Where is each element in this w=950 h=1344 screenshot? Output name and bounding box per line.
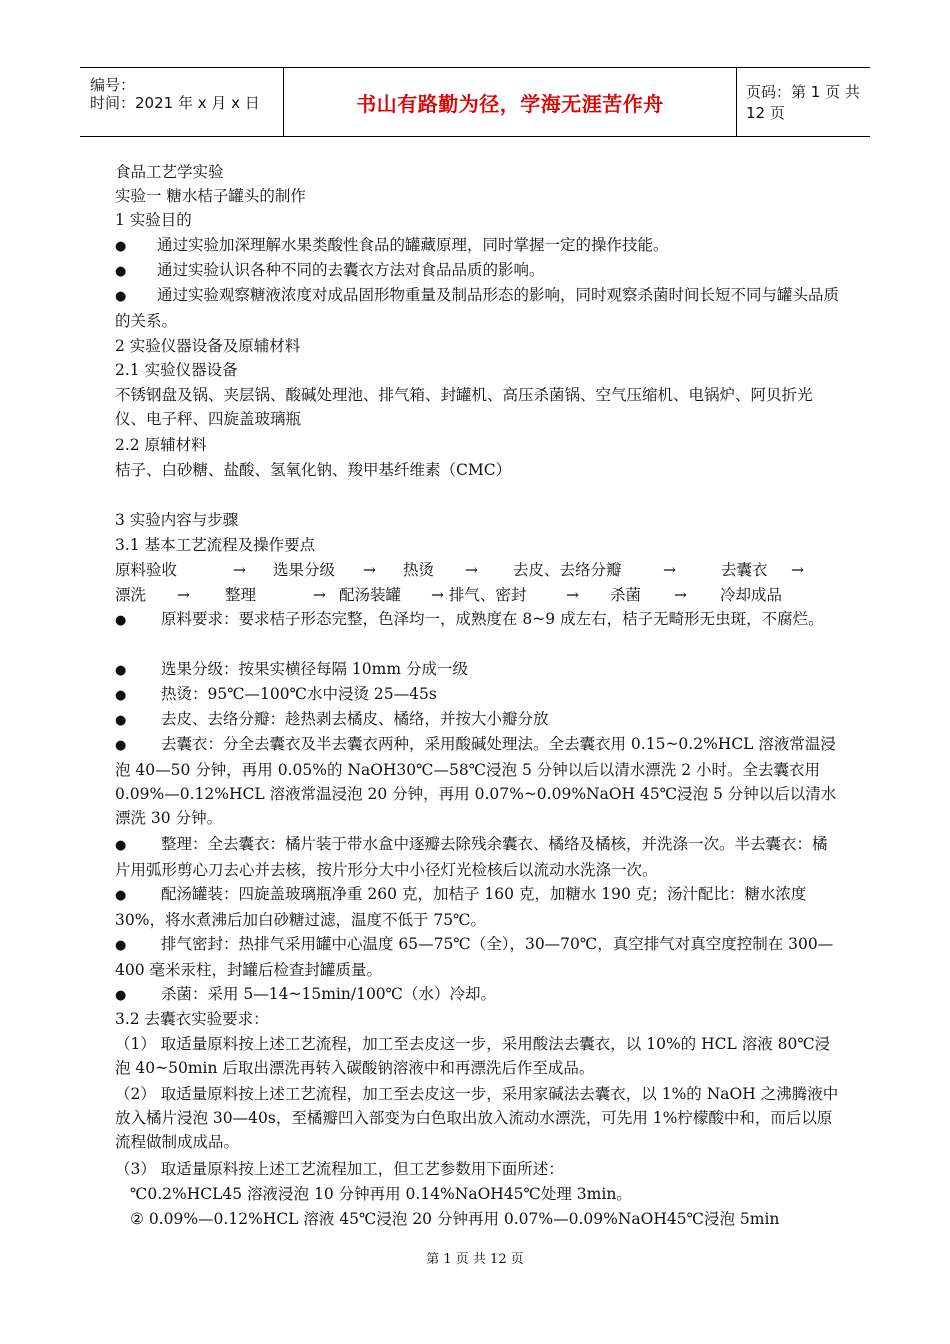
- requirement-3: （3） 取适量原料按上述工艺流程加工，但工艺参数用下面所述：: [115, 1160, 564, 1178]
- process-point: ● 去囊衣：分全去囊衣及半去囊衣两种，采用酸碱处理法。全去囊衣用 0.15~0.2%HCL 溶液常温浸泡 40—50 分钟，再用 0.05%的 NaOH30℃—58℃浸泡 5 分钟以后以清水漂洗 2 小时。全去囊衣用 0.09%—0.12%HCL 溶液常温浸泡 20 分钟，再用 0.07%~0.09%NaOH 45℃浸泡 5 分钟以后以清水漂洗 30 分钟。: [115, 735, 837, 827]
- number-label: 编号：: [90, 76, 136, 94]
- flow-step: 去皮、去络分瓣: [513, 561, 622, 579]
- date-label: 时间：2021 年 x 月 x 日: [90, 94, 260, 112]
- section-3-1-heading: 3.1 基本工艺流程及操作要点: [115, 536, 316, 554]
- flow-step: → 排气、密封: [431, 586, 527, 604]
- aim-item: ● 通过实验加深理解水果类酸性食品的罐藏原理，同时掌握一定的操作技能。: [115, 236, 669, 254]
- document-header: [80, 67, 870, 137]
- option-2: ② 0.09%—0.12%HCL 溶液 45℃浸泡 20 分钟再用 0.07%—0.09%NaOH45℃浸泡 5min: [130, 1210, 780, 1228]
- flow-arrow: →: [363, 561, 376, 579]
- section-2-heading: 2 实验仪器设备及原辅材料: [115, 337, 301, 355]
- aim-item: ● 通过实验观察糖液浓度对成品固形物重量及制品形态的影响，同时观察杀菌时间长短不同与罐头品质的关系。: [115, 286, 840, 330]
- option-1: ℃0.2%HCL45 溶液浸泡 10 分钟再用 0.14%NaOH45℃处理 3min。: [130, 1185, 632, 1203]
- aim-item: ● 通过实验认识各种不同的去囊衣方法对食品品质的影响。: [115, 261, 545, 279]
- section-2-1-heading: 2.1 实验仪器设备: [115, 361, 238, 379]
- flow-arrow: →: [791, 561, 804, 579]
- process-flow-line-2: [115, 583, 845, 607]
- process-point: ● 排气密封：热排气采用罐中心温度 65—75℃（全），30—70℃，真空排气对真空度控制在 300—400 毫米汞柱，封罐后检查封罐质量。: [115, 935, 834, 979]
- motto-text: 书山有路勤为径，学海无涯苦作舟: [356, 91, 664, 116]
- section-3-heading: 3 实验内容与步骤: [115, 511, 239, 529]
- flow-arrow: →: [465, 561, 478, 579]
- page-info: 页码：第 1 页 共 12 页: [746, 83, 860, 122]
- header-page-cell: [736, 68, 870, 136]
- flow-step: 杀菌: [610, 586, 642, 604]
- page-footer: 第 1 页 共 12 页: [426, 1252, 524, 1267]
- experiment-title: 实验一 糖水桔子罐头的制作: [115, 187, 306, 205]
- flow-step: 漂洗: [115, 586, 147, 604]
- flow-arrow: →: [233, 561, 246, 579]
- doc-title: 食品工艺学实验: [115, 163, 224, 181]
- requirement-1: （1） 取适量原料按上述工艺流程，加工至去皮这一步，采用酸法去囊衣，以 10%的 HCL 溶液 80℃浸泡 40~50min 后取出漂洗再转入碳酸钠溶液中和再漂洗后作至成品。: [115, 1035, 831, 1077]
- process-point: ● 去皮、去络分瓣：趁热剥去橘皮、橘络，并按大小瓣分放: [115, 710, 549, 728]
- materials-list: 桔子、白砂糖、盐酸、氢氧化钠、羧甲基纤维素（CMC）: [115, 461, 512, 479]
- flow-step: 整理: [225, 586, 257, 604]
- process-point: ● 配汤罐装：四旋盖玻璃瓶净重 260 克，加桔子 160 克，加糖水 190 克；汤汁配比：糖水浓度 30%，将水煮沸后加白砂糖过滤，温度不低于 75℃。: [115, 885, 807, 929]
- section-1-heading: 1 实验目的: [115, 211, 192, 229]
- process-point: ● 整理：全去囊衣：橘片装于带水盒中逐瓣去除残余囊衣、橘络及橘核，并洗涤一次。半去囊衣：橘片用弧形剪心刀去心并去核，按片形分大中小径灯光检核后以流动水洗涤一次。: [115, 835, 828, 879]
- process-point: ● 杀菌：采用 5—14~15min/100℃（水）冷却。: [115, 985, 497, 1003]
- flow-step: 选果分级: [273, 561, 336, 579]
- flow-step: 原料验收: [115, 561, 178, 579]
- flow-step: 去囊衣: [721, 561, 768, 579]
- flow-arrow: →: [313, 586, 326, 604]
- process-point: ● 原料要求：要求桔子形态完整，色泽均一，成熟度在 8~9 成左右，桔子无畸形无虫斑，不腐烂。: [115, 610, 824, 628]
- flow-step: 配汤装罐: [339, 586, 402, 604]
- flow-arrow: →: [177, 586, 190, 604]
- flow-arrow: →: [674, 586, 687, 604]
- flow-arrow: →: [663, 561, 676, 579]
- section-3-2-heading: 3.2 去囊衣实验要求：: [115, 1010, 269, 1028]
- flow-step: 冷却成品: [720, 586, 783, 604]
- section-2-2-heading: 2.2 原辅材料: [115, 436, 207, 454]
- process-flow-line-1: [115, 558, 845, 582]
- header-motto-cell: [283, 68, 737, 136]
- process-point: ● 热烫：95℃—100℃水中浸烫 25—45s: [115, 685, 437, 703]
- process-point: ● 选果分级：按果实横径每隔 10mm 分成一级: [115, 660, 468, 678]
- flow-step: 热烫: [403, 561, 435, 579]
- equipment-list: 不锈钢盘及锅、夹层锅、酸碱处理池、排气箱、封罐机、高压杀菌锅、空气压缩机、电锅炉、阿贝折光仪、电子秤、四旋盖玻璃瓶: [115, 386, 813, 428]
- requirement-2: （2） 取适量原料按上述工艺流程，加工至去皮这一步，采用家碱法去囊衣，以 1%的 NaOH 之沸腾液中放入橘片浸泡 30—40s，至橘瓣凹入部变为白色取出放入流动水漂洗，可先用 1%柠檬酸中和，而后以原流程做制成成品。: [115, 1085, 839, 1151]
- flow-arrow: →: [566, 586, 579, 604]
- header-left-cell: [80, 68, 283, 136]
